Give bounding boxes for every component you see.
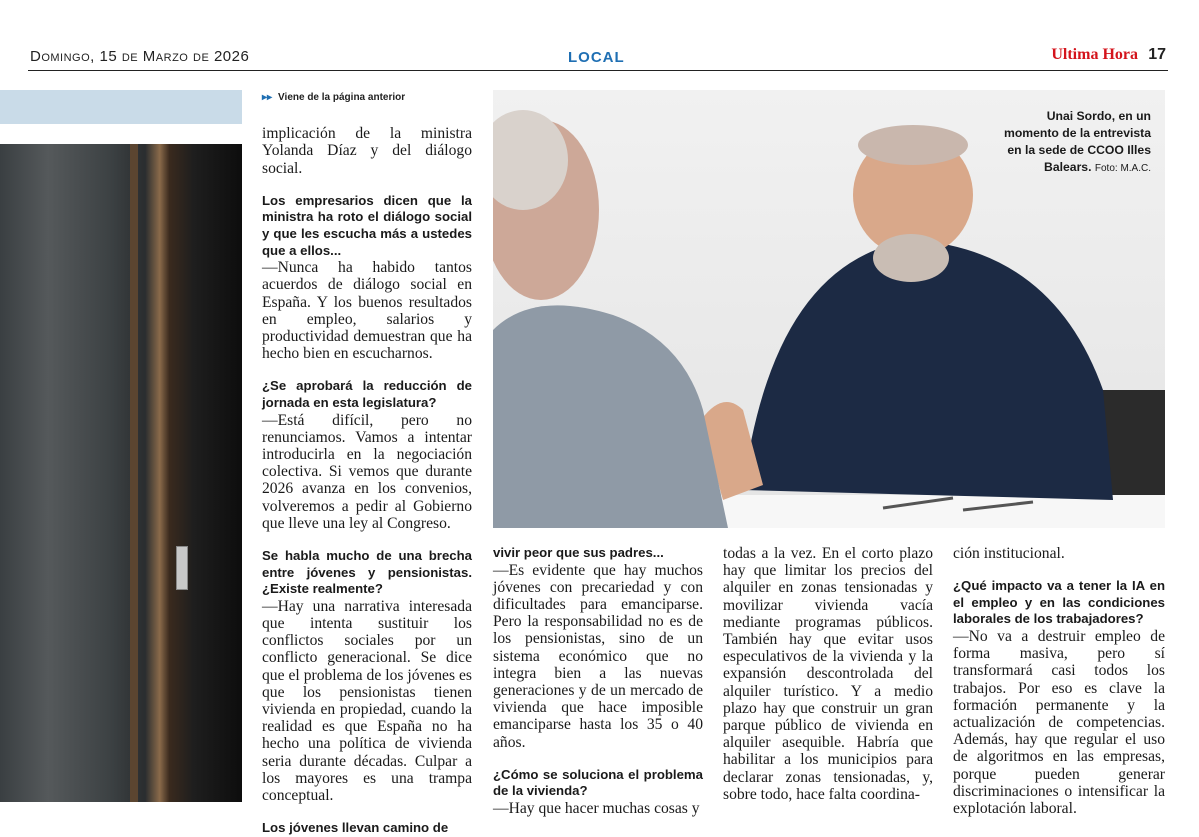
- question-continued: vivir peor que sus padres...: [493, 545, 664, 560]
- answer: —Es evidente que hay muchos jóvenes con precariedad y con dificultades para emanciparse. Pero la responsabilidad no es de los pensionistas, sino de un sistema económico que no integra bien a las nuevas generaciones y de un mercado de vivienda que hace imposible emanciparse hasta los 35 o 40 años.: [493, 561, 703, 751]
- answer: —Está difícil, pero no renunciamos. Vamos a intentar introducirla en la negociación colectiva. Si vemos que durante 2026 avanza en los convenios, volveremos a pedir al Gobierno que lleve una ley al Congreso.: [262, 411, 472, 532]
- answer: todas a la vez. En el corto plazo hay que limitar los precios del alquiler en zonas tensionadas y movilizar vivienda vacía mediante programas públicos. También hay que evitar usos especulativos de la vivienda y la expansión descontrolada del alquiler turístico. Y a medio plazo hay que construir un gran parque público de vivienda en alquiler asequible. Habría que habilitar a los municipios para declarar zonas tensionadas, y, sobre todo, hace falta coordina-: [723, 545, 933, 803]
- column-1: [262, 89, 472, 837]
- answer: —No va a destruir empleo de forma masiva, pero sí transformará casi todos los trabajos. Por eso es clave la formación permanente y la actualización de competencias. Además, hay que regular el uso de algoritmos en las empresas, porque pueden generar discriminaciones o intensificar la explotación laboral.: [953, 627, 1165, 818]
- answer: —Nunca ha habido tantos acuerdos de diálogo social en España. Y los buenos resultados en empleo, salarios y productividad demuestran que ha hecho bien en escucharnos.: [262, 259, 472, 363]
- answer: —Hay una narrativa interesada que intenta sustituir los conflictos sociales por un conflicto generacional. Se dice que el problema de los jóvenes es que los pensionistas tienen vivienda en propiedad, cuando la realidad es que España no ha hecho una política de vivienda seria durante décadas. Culpar a los mayores es una trampa conceptual.: [262, 597, 472, 805]
- question: Se habla mucho de una brecha entre jóvenes y pensionistas. ¿Existe realmente?: [262, 548, 472, 597]
- question: Los empresarios dicen que la ministra ha roto el diálogo social y que les escucha más a ustedes que a ellos...: [262, 192, 472, 258]
- issue-date: Domingo, 15 de Marzo de 2026: [30, 48, 250, 65]
- question: ¿Cómo se soluciona el problema de la vivienda?: [493, 766, 703, 799]
- paragraph: implicación de la ministra Yolanda Díaz y del diálogo social.: [262, 125, 472, 177]
- left-photo-door: [0, 144, 242, 802]
- column-4: [953, 545, 1165, 817]
- newspaper-logo: Ultima Hora: [1051, 46, 1138, 63]
- question: ¿Qué impacto va a tener la IA en el empleo y en las condiciones laborales de los trabajadores?: [953, 578, 1165, 627]
- answer: ción institucional.: [953, 545, 1065, 562]
- photo-caption: Unai Sordo, en un momento de la entrevista en la sede de CCOO Illes Balears. Foto: M.A.C.: [1004, 109, 1151, 174]
- question: Los jóvenes llevan camino de: [262, 820, 449, 836]
- answer: —Hay que hacer muchas cosas y: [493, 800, 700, 818]
- page-header: [28, 44, 1168, 71]
- question: ¿Se aprobará la reducción de jornada en esta legislatura?: [262, 378, 472, 410]
- page-number: 17: [1148, 46, 1166, 63]
- interview-photo: [493, 90, 1165, 528]
- door-handle: [176, 546, 188, 590]
- arrow-icon: ▸▸: [262, 92, 273, 103]
- section-title: LOCAL: [568, 49, 625, 66]
- left-blue-band: [0, 90, 242, 124]
- photo-credit: Foto: M.A.C.: [1094, 163, 1151, 174]
- continued-note: ▸▸ Viene de la página anterior: [262, 92, 406, 103]
- door-frame: [130, 144, 138, 802]
- column-2: [493, 545, 703, 817]
- column-3: [723, 545, 933, 803]
